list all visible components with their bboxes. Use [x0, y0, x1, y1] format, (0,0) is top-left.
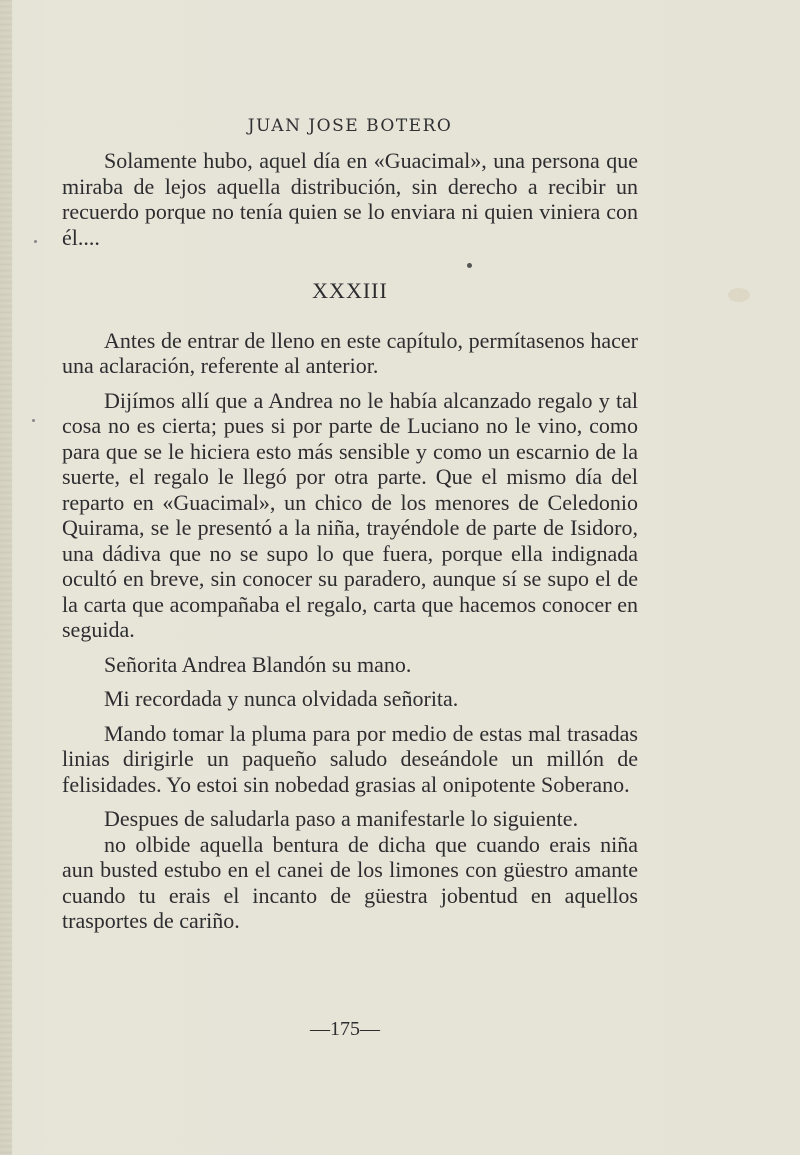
letter-salutation: Señorita Andrea Blandón su mano. [104, 651, 412, 677]
page-gutter-edge [0, 0, 12, 1155]
letter-paragraph: Despues de saludarla paso a manifestarle lo siguiente. [104, 806, 579, 831]
chapter-heading: XXXIII [312, 278, 388, 303]
paper-stain [728, 288, 750, 302]
letter-paragraph: no olbide aquella bentura de dicha que cuando erais niña aun busted estubo en el canei de los limones con güestro amante cuando tu erais el incanto de güestra jobentud en aquellos trasportes de cariño. [62, 831, 638, 933]
paragraph: Dijímos allí que a Andrea no le había alcanzado regalo y tal cosa no es cierta; pues si por parte de Luciano no le vino, como para que se le hiciera esto más sensible y como un escarnio de la suerte, el regalo le llegó por otra parte. Que el mismo día del reparto en «Guacimal», un chico de los menores de Celedonio Quirama, se le presentó a la niña, trayéndole de parte de Isidoro, una dádiva que no se supo lo que fuera, porque ella indignada ocultó en breve, sin conocer su paradero, aunque sí se supo el de la carta que acompañaba el regalo, carta que hacemos conocer en seguida. [62, 387, 638, 642]
ink-speck [467, 263, 472, 268]
ink-speck [34, 240, 37, 243]
paragraph-intro: Solamente hubo, aquel día en «Guacimal», una persona que miraba de lejos aquella distribución, sin derecho a recibir un recuerdo porque no tenía quien se lo enviara ni quien viniera con él.... [62, 148, 638, 250]
paragraph: Antes de entrar de lleno en este capítulo, permítasenos hacer una aclaración, referente al anterior. [62, 327, 638, 378]
letter-greeting: Mi recordada y nunca olvidada señorita. [104, 686, 459, 711]
letter-paragraph: Mando tomar la pluma para por medio de estas mal trasadas linias dirigirle un paqueño saludo deseándole un millón de felisidades. Yo estoi sin nobedad grasias al onipotente Soberano. [62, 720, 638, 797]
running-head: JUAN JOSE BOTERO [247, 116, 453, 136]
page-text [62, 148, 638, 934]
page-number: —175— [310, 1018, 380, 1040]
ink-speck [32, 419, 35, 422]
